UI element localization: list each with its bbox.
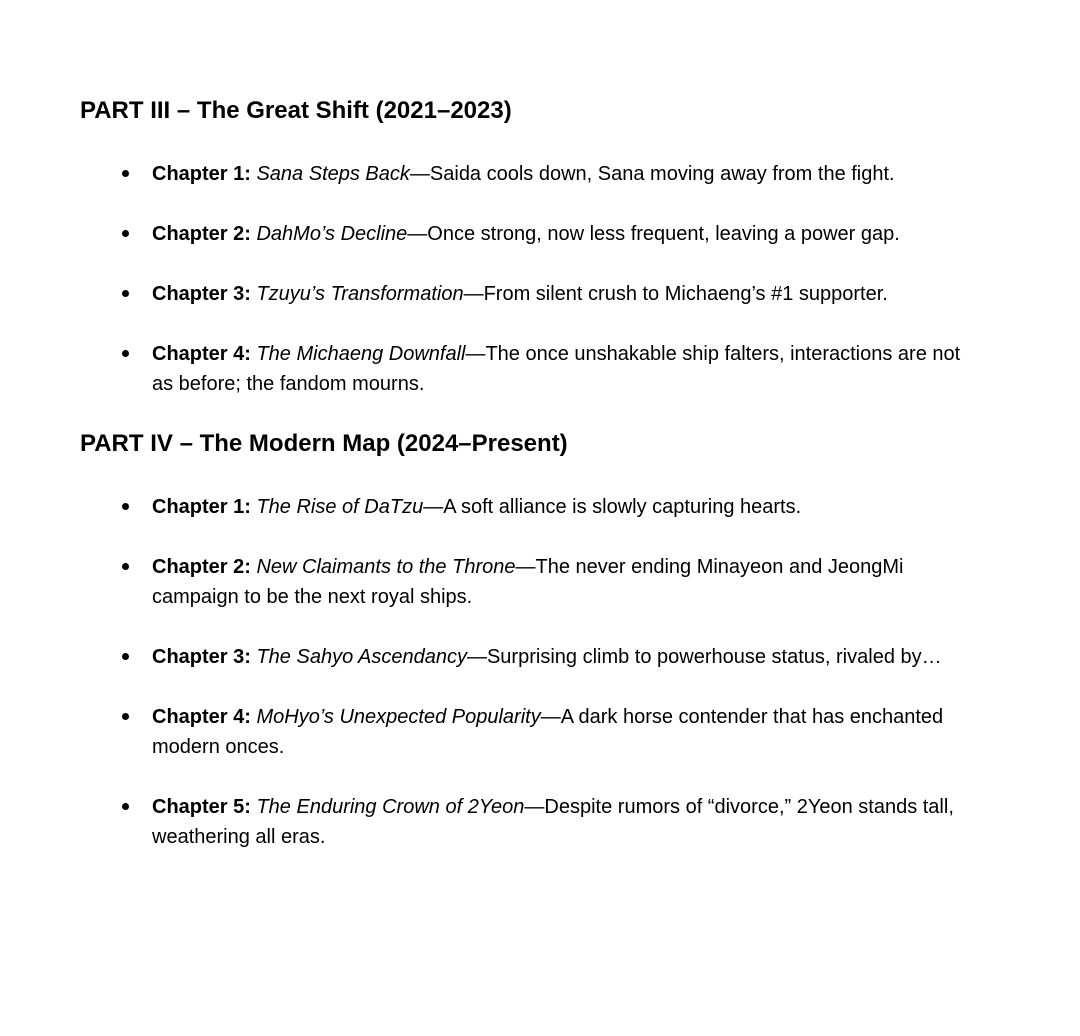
chapter-title: DahMo’s Decline [256,223,408,245]
chapter-text [152,219,900,249]
chapter-label: Chapter 5: [152,796,251,818]
chapter-label: Chapter 4: [152,706,251,728]
bullet-icon [122,803,129,810]
chapter-item [122,159,985,189]
chapter-title: Tzuyu’s Transformation [256,283,464,305]
chapter-description: —Saida cools down, Sana moving away from the fight. [409,163,895,185]
chapter-title: New Claimants to the Throne [256,556,516,578]
chapter-item [122,642,985,672]
chapter-text [152,339,985,399]
chapter-text [152,552,985,612]
chapter-description: —The never ending Minayeon and JeongMi campaign to be the next royal ships. [152,556,904,608]
chapter-text [152,279,888,309]
chapter-title: The Michaeng Downfall [256,343,466,365]
chapter-description: —Surprising climb to powerhouse status, rivaled by… [466,646,942,668]
chapter-label: Chapter 1: [152,163,251,185]
chapter-label: Chapter 4: [152,343,251,365]
chapter-title: The Enduring Crown of 2Yeon [256,796,525,818]
chapter-item [122,492,985,522]
bullet-icon [122,230,129,237]
chapter-label: Chapter 3: [152,646,251,668]
chapter-title: The Sahyo Ascendancy [256,646,467,668]
bullet-icon [122,653,129,660]
chapter-title: Sana Steps Back [256,163,410,185]
chapter-item [122,219,985,249]
chapter-description: —Despite rumors of “divorce,” 2Yeon stands tall, weathering all eras. [152,796,954,848]
chapter-item [122,339,985,399]
chapter-item [122,702,985,762]
chapter-label: Chapter 2: [152,556,251,578]
chapter-item [122,279,985,309]
chapter-label: Chapter 2: [152,223,251,245]
chapter-description: —A dark horse contender that has enchanted modern onces. [152,706,944,758]
chapter-text [152,702,985,762]
bullet-icon [122,290,129,297]
chapter-item [122,792,985,852]
bullet-icon [122,563,129,570]
chapter-item [122,552,985,612]
section-heading: PART IV – The Modern Map (2024–Present) [80,430,568,457]
chapter-text [152,792,985,852]
bullet-icon [122,713,129,720]
chapter-description: —The once unshakable ship falters, interactions are not as before; the fandom mourns. [152,343,961,395]
chapter-description: —From silent crush to Michaeng’s #1 supporter. [463,283,888,305]
chapter-description: —Once strong, now less frequent, leaving a power gap. [407,223,900,245]
chapter-description: —A soft alliance is slowly capturing hearts. [423,496,802,518]
bullet-icon [122,170,129,177]
chapter-title: MoHyo’s Unexpected Popularity [256,706,541,728]
chapter-text [152,492,801,522]
chapter-list [80,492,985,852]
bullet-icon [122,350,129,357]
chapter-title: The Rise of DaTzu [256,496,424,518]
bullet-icon [122,503,129,510]
section-part-iii [80,96,985,399]
chapter-text [152,159,895,189]
section-heading: PART III – The Great Shift (2021–2023) [80,97,512,124]
chapter-list [80,159,985,399]
chapter-text [152,642,942,672]
section-part-iv [80,429,985,852]
chapter-label: Chapter 3: [152,283,251,305]
chapter-label: Chapter 1: [152,496,251,518]
